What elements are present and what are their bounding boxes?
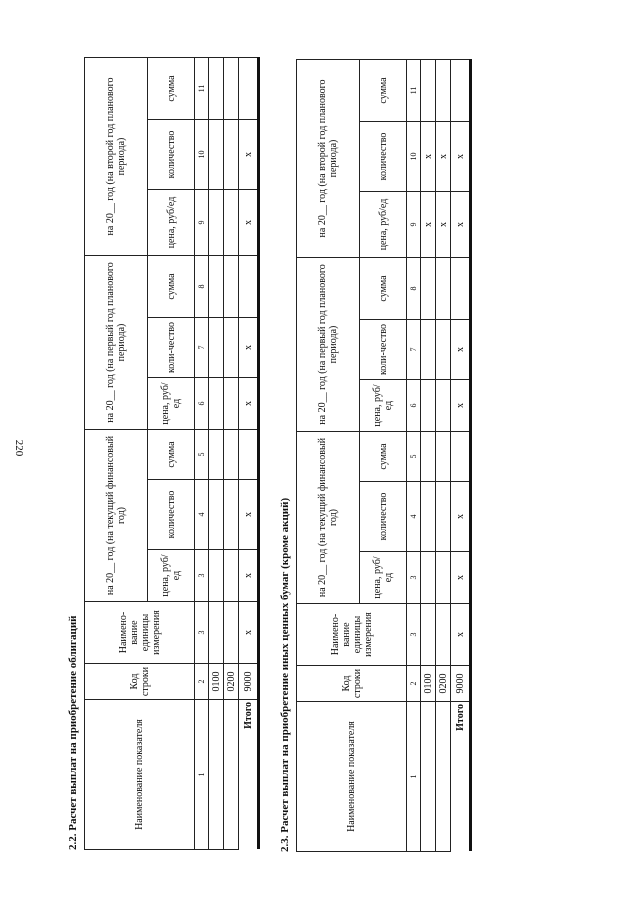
cell-value: x — [451, 482, 471, 552]
col-index: 7 — [407, 320, 421, 380]
cell-unit: x — [451, 604, 471, 666]
cell-value: x — [239, 550, 259, 602]
cell-name — [209, 700, 224, 850]
header-price: цена, руб/ед — [360, 192, 407, 258]
cell-unit — [421, 604, 436, 666]
table-row — [224, 58, 239, 850]
header-unit: Наимено-вание единицы измерения — [85, 602, 195, 664]
cell-value — [421, 258, 436, 320]
cell-value — [209, 256, 224, 318]
cell-value — [436, 258, 451, 320]
cell-value — [209, 120, 224, 190]
cell-value — [224, 480, 239, 550]
header-name: Наименование показателя — [297, 702, 407, 852]
col-index: 8 — [195, 256, 209, 318]
cell-value — [436, 552, 451, 604]
header-qty: количество — [360, 482, 407, 552]
header-period2: на 20__ год (на первый год планового периода) — [85, 256, 148, 430]
cell-value — [224, 430, 239, 480]
col-index: 4 — [195, 480, 209, 550]
total-label: Итого — [242, 702, 254, 729]
header-price: цена, руб/ед — [360, 380, 407, 432]
col-index: 4 — [407, 482, 421, 552]
col-index: 11 — [195, 58, 209, 120]
cell-value — [239, 256, 259, 318]
col-index: 3 — [407, 552, 421, 604]
cell-name — [421, 702, 436, 852]
cell-value — [421, 320, 436, 380]
header-sum: сумма — [360, 258, 407, 320]
cell-value — [451, 258, 471, 320]
cell-code: 9000 — [451, 666, 471, 702]
header-period2: на 20__ год (на первый год планового периода) — [297, 258, 360, 432]
col-index: 2 — [407, 666, 421, 702]
header-qty: количество — [148, 480, 195, 550]
header-sum: сумма — [360, 60, 407, 122]
col-index: 6 — [195, 378, 209, 430]
header-price: цена, руб/ед — [148, 550, 195, 602]
col-index: 1 — [195, 700, 209, 850]
cell-value: x — [239, 318, 259, 378]
cell-value: x — [421, 192, 436, 258]
col-index: 2 — [195, 664, 209, 700]
cell-code: 0100 — [209, 664, 224, 700]
header-qty: коли-чество — [360, 320, 407, 380]
cell-value: x — [436, 192, 451, 258]
cell-value — [239, 430, 259, 480]
cell-value: x — [239, 120, 259, 190]
col-index: 5 — [195, 430, 209, 480]
header-sum: сумма — [148, 58, 195, 120]
col-index: 10 — [195, 120, 209, 190]
cell-value — [209, 430, 224, 480]
header-qty: количество — [360, 122, 407, 192]
col-index: 1 — [407, 702, 421, 852]
header-period1: на 20__ год (на текущий финансовый год) — [297, 432, 360, 604]
table-row — [421, 60, 436, 852]
header-period1: на 20__ год (на текущий финансовый год) — [85, 430, 148, 602]
cell-code: 0200 — [436, 666, 451, 702]
header-sum: сумма — [360, 432, 407, 482]
cell-value — [421, 552, 436, 604]
header-price: цена, руб/ед — [148, 378, 195, 430]
section-bonds — [66, 38, 256, 850]
cell-value — [224, 378, 239, 430]
cell-value — [421, 380, 436, 432]
cell-value — [209, 550, 224, 602]
bonds-table — [84, 57, 260, 850]
cell-value: x — [451, 192, 471, 258]
cell-value — [209, 318, 224, 378]
cell-unit — [209, 602, 224, 664]
table-row — [436, 60, 451, 852]
header-name: Наименование показателя — [85, 700, 195, 850]
cell-value: x — [239, 378, 259, 430]
header-sum: сумма — [148, 256, 195, 318]
col-index: 3 — [407, 604, 421, 666]
col-index: 9 — [195, 190, 209, 256]
col-index: 7 — [195, 318, 209, 378]
header-price: цена, руб/ед — [360, 552, 407, 604]
header-sum: сумма — [148, 430, 195, 480]
cell-name — [436, 702, 451, 852]
col-index: 3 — [195, 602, 209, 664]
cell-value — [209, 58, 224, 120]
cell-name — [224, 700, 239, 850]
col-index: 11 — [407, 60, 421, 122]
col-index: 5 — [407, 432, 421, 482]
header-code: Код строки — [85, 664, 195, 700]
cell-value — [436, 380, 451, 432]
cell-value: x — [436, 122, 451, 192]
cell-unit: x — [239, 602, 259, 664]
securities-table — [296, 59, 472, 852]
cell-value — [224, 190, 239, 256]
cell-value: x — [451, 552, 471, 604]
col-index: 9 — [407, 192, 421, 258]
cell-value — [224, 318, 239, 378]
cell-value — [224, 58, 239, 120]
header-qty: коли-чество — [148, 318, 195, 378]
cell-value — [436, 320, 451, 380]
section-title: 2.3. Расчет выплат на приобретение иных ценных бумаг (кроме акций) — [279, 497, 291, 852]
cell-value: x — [239, 480, 259, 550]
total-row — [239, 58, 259, 850]
cell-value: x — [451, 380, 471, 432]
cell-code: 0100 — [421, 666, 436, 702]
total-label: Итого — [454, 704, 466, 731]
cell-value — [209, 190, 224, 256]
cell-value — [421, 432, 436, 482]
cell-value: x — [451, 122, 471, 192]
header-period3: на 20__ год (на второй год планового периода) — [297, 60, 360, 258]
page-number: 220 — [13, 439, 25, 457]
cell-value — [224, 120, 239, 190]
cell-value — [209, 480, 224, 550]
col-index: 8 — [407, 258, 421, 320]
table-row — [209, 58, 224, 850]
cell-value — [209, 378, 224, 430]
cell-value: x — [239, 190, 259, 256]
cell-unit — [224, 602, 239, 664]
cell-value — [451, 432, 471, 482]
cell-value: x — [451, 320, 471, 380]
col-index: 6 — [407, 380, 421, 432]
header-period3: на 20__ год (на второй год планового периода) — [85, 58, 148, 256]
total-row — [451, 60, 471, 852]
header-code: Код строки — [297, 666, 407, 702]
header-qty: количество — [148, 120, 195, 190]
cell-value — [451, 60, 471, 122]
col-index: 10 — [407, 122, 421, 192]
cell-value — [421, 60, 436, 122]
section-title: 2.2. Расчет выплат на приобретение облигаций — [67, 615, 79, 850]
cell-value — [239, 58, 259, 120]
header-price: цена, руб/ед — [148, 190, 195, 256]
cell-value — [436, 482, 451, 552]
section-securities — [278, 40, 474, 852]
cell-code: 0200 — [224, 664, 239, 700]
cell-code: 9000 — [239, 664, 259, 700]
header-unit: Наимено-вание единицы измерения — [297, 604, 407, 666]
cell-unit — [436, 604, 451, 666]
cell-value — [224, 550, 239, 602]
col-index: 3 — [195, 550, 209, 602]
cell-value — [421, 482, 436, 552]
cell-value — [224, 256, 239, 318]
cell-value — [436, 60, 451, 122]
cell-value: x — [421, 122, 436, 192]
cell-value — [436, 432, 451, 482]
